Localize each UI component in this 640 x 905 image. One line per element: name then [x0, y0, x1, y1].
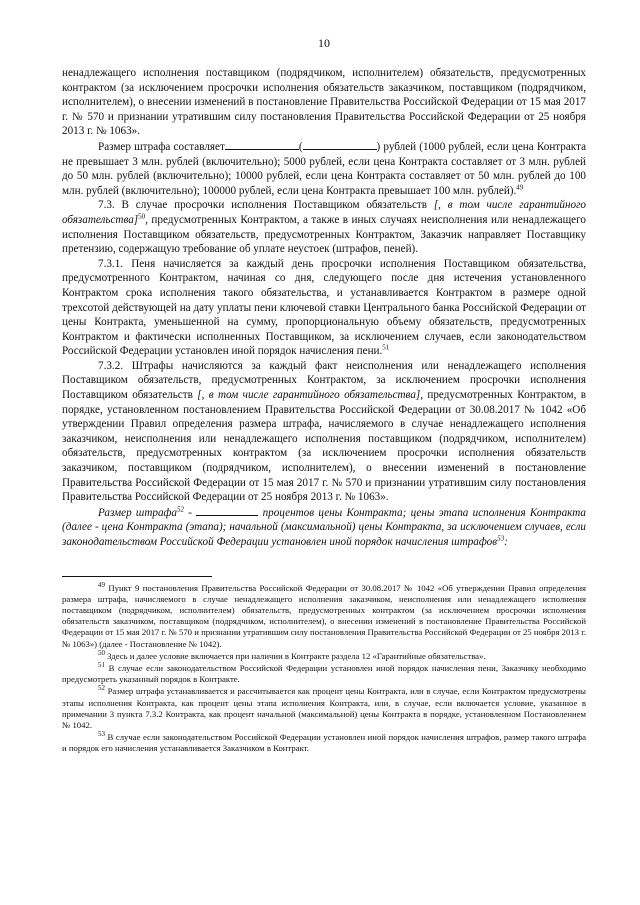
footnote-ref: 51	[382, 343, 390, 352]
text-run: , предусмотренных Контрактом, а также в иных случаях неисполнения или ненадлежащего исполнения Поставщиком обязательств, предусмотренных Контрактом, Заказчик направляет Поставщику претензию, содержащую требование об уплате неустоек (штрафов, пеней).	[62, 213, 586, 256]
blank-amount-words-field	[303, 139, 377, 150]
footnotes	[62, 576, 586, 755]
italic-text: [, в том числе гарантийного обязательства]	[197, 389, 421, 402]
text-run: -	[184, 506, 197, 519]
footnote-ref: 50	[138, 212, 146, 221]
text-run: , предусмотренных Контрактом, в порядке, установленном постановлением Правительства Российской Федерации от 30.08.2017 № 1042 «Об утверждении Правил определения размера штрафа, начисляемого в случае ненадлежащего исполнения заказчиком, неисполнения или ненадлежащего исполнения поставщиком (подрядчиком, исполнителем) обязательств, предусмотренных контрактом (за исключением просрочки исполнения обязательств заказчиком, поставщиком (подрядчиком, исполнителем), о внесении изменений в постановление Правительства Российской Федерации от 15 мая 2017 г. № 570 и признании утратившим силу постановления Правительства Российской Федерации от 25 ноября 2013 г. № 1063».	[62, 389, 586, 504]
text-run: 7.3.1. Пеня начисляется за каждый день просрочки исполнения Поставщиком обязательства, предусмотренного Контрактом, начиная со дня, следующего после дня истечения установленного Контрактом срока исполнения такого обязательства, и устанавливается Контрактом в размере одной трехсотой действующей на дату уплаты пени ключевой ставки Центрального банка Российской Федерации от цены Контракта, уменьшенной на сумму, пропорциональную объему обязательств, предусмотренных Контрактом и фактически исполненных Поставщиком, за исключением случаев, если законодательством Российской Федерации установлен иной порядок начисления пени.	[62, 257, 586, 358]
text-run: Размер штрафа составляет	[98, 140, 225, 153]
paragraph-7-3	[62, 198, 586, 256]
footnote-number: 53	[98, 730, 105, 739]
footnote-number: 51	[98, 661, 105, 670]
text-run: :	[504, 536, 508, 548]
footnote-item	[62, 686, 586, 731]
document-page	[62, 0, 586, 756]
paragraph-continuation: ненадлежащего исполнения поставщиком (подрядчиком, исполнителем) обязательств, предусмотренных контрактом (за исключением просрочки исполнения обязательств заказчиком, поставщиком (подрядчиком, исполнителем), о внесении изменений в постановление Правительства Российской Федерации от 15 мая 2017 г. № 570 и признании утратившим силу постановления Правительства Российской Федерации от 25 ноября 2013 г. № 1063».	[62, 67, 586, 138]
footnote-ref: 49	[516, 183, 524, 192]
footnote-text: Здесь и далее условие включается при наличии в Контракте раздела 12 «Гарантийные обязательства».	[105, 650, 486, 661]
blank-percent-field	[196, 505, 258, 516]
blank-amount-field	[225, 139, 299, 150]
footnote-divider	[62, 576, 212, 577]
footnote-ref: 52	[177, 505, 185, 514]
footnote-item	[62, 732, 586, 754]
footnote-item	[62, 580, 586, 650]
document-body	[62, 66, 586, 550]
paragraph-fine-percent	[62, 505, 586, 550]
footnote-item	[62, 648, 586, 662]
paragraph-7-3-1	[62, 257, 586, 359]
footnote-text: Размер штрафа устанавливается и рассчитывается как процент цены Контракта, или в случае, если Контрактом предусмотрены этапы исполнения Контракта, как процент цены этапа исполнения Контракта, или, в случае, если включается условие, указанное в примечании 3 пункта 7.3.2 Контракта, как процент начальной (максимальной) цены Контракта в порядке, установленном Постановлением № 1042.	[62, 686, 586, 731]
footnote-number: 50	[98, 648, 105, 657]
text-run: 7.3.2. Штрафы начисляются за каждый факт неисполнения или ненадлежащего исполнения Поставщиком обязательств, предусмотренных Контрактом, за исключением просрочки исполнения Поставщиком обязательств	[62, 359, 586, 402]
footnote-ref: 53	[497, 534, 505, 543]
paragraph-fine-amount	[62, 139, 586, 198]
text-run: процентов цены Контракта; цены этапа исполнения Контракта (далее - цена Контракта (этапа); начальной (максимальной) цены Контракта, за исключением случаев, если законодательством Российской Федерации установлен иной порядок начисления штрафов	[62, 506, 586, 548]
text-run: 7.3. В случае просрочки исполнения Поставщиком обязательств	[98, 199, 434, 212]
text-run: (	[298, 140, 303, 153]
text-run: ) рублей (1000 рублей, если цена Контракта не превышает 3 млн. рублей (включительно); 5000 рублей, если цена Контракта составляет от 3 млн. рублей до 50 млн. рублей (включительно); 10000 рублей, если цена Контракта составляет от 50 млн. рублей до 100 млн. рублей (включительно); 100000 рублей, если цена Контракта превышает 100 млн. рублей).	[62, 140, 587, 197]
text-run: Размер штрафа	[98, 506, 178, 519]
footnote-number: 49	[98, 580, 105, 589]
footnote-text: В случае если законодательством Российской Федерации установлен иной порядок начисления штрафов, размер такого штрафа и порядок его начисления устанавливается Заказчиком в Контракт.	[62, 732, 586, 754]
paragraph-7-3-2	[62, 359, 586, 505]
footnote-item	[62, 663, 586, 685]
footnote-text: В случае если законодательством Российской Федерации установлен иной порядок начисления пени, Заказчику необходимо предусмотреть указанный порядок в Контракте.	[62, 663, 586, 685]
page-number: 10	[318, 36, 330, 50]
footnote-text: Пункт 9 постановления Правительства Российской Федерации от 30.08.2017 № 1042 «Об утверждении Правил определения размера штрафа, начисляемого в случае ненадлежащего исполнения заказчиком, неисполнения или ненадлежащего исполнения поставщиком (подрядчиком, исполнителем) обязательств, предусмотренных контрактом (за исключением просрочки исполнения обязательств заказчиком, поставщиком (подрядчиком, исполнителем), о внесении изменений в постановление Правительства Российской Федерации от 15 мая 2017 г. № 570 и признании утратившим силу постановления Правительства Российской Федерации от 25 ноября 2013 г. № 1063») (далее - Постановление № 1042).	[62, 582, 586, 649]
italic-text: [, в том числе гарантийного обязательства]	[62, 199, 586, 226]
footnote-number: 52	[98, 684, 105, 693]
